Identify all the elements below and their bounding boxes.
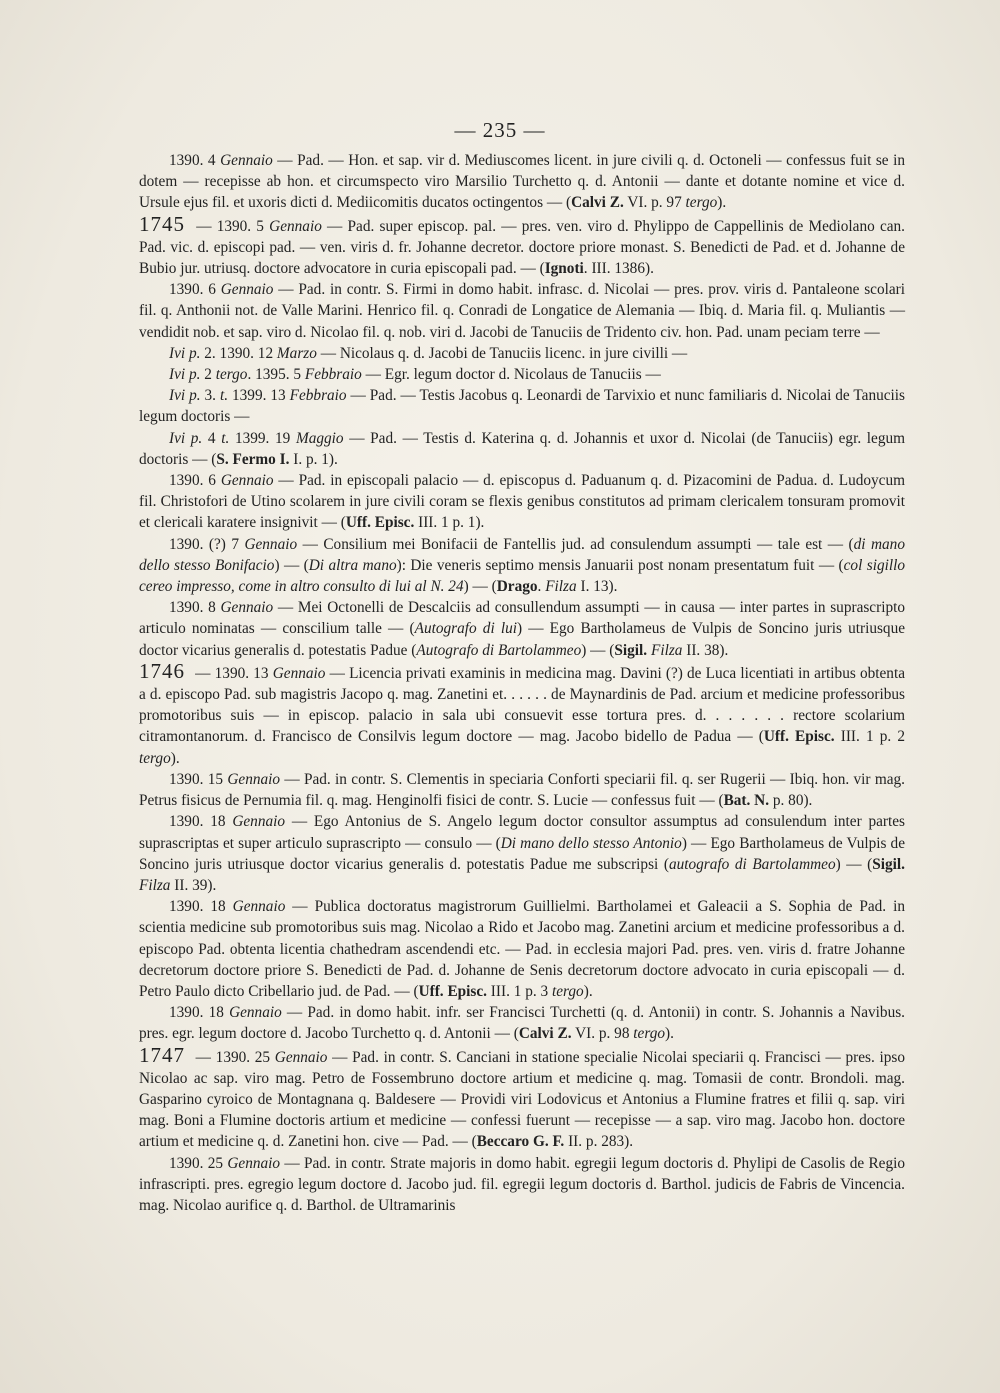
italic-text: tergo xyxy=(215,366,248,384)
italic-text: Febbraio xyxy=(304,366,362,384)
document-paragraph xyxy=(139,279,905,343)
italic-text: Autografo di Bartolammeo xyxy=(416,641,582,659)
italic-text: Di altra mano xyxy=(308,556,397,574)
text-segment: VI. p. 98 xyxy=(571,1025,634,1043)
italic-text: autografo di Bartolammeo xyxy=(668,855,836,873)
text-segment: — Pad. — Testis d. Katerina q. d. Johannis et uxor d. Nicolai (de Tanuciis) egr. legum doctoris — ( xyxy=(139,429,906,468)
text-segment: 1390. 18 xyxy=(169,1004,230,1022)
text-segment: ) — Ego Bartholameus de Vulpis de Soncino juris utriusque doctor vicarius generalis d. potestatis Padue ( xyxy=(139,620,906,659)
text-segment: — Consilium mei Bonifacii de Fantellis jud. ad consulendum assumpti — tale est — ( xyxy=(297,535,854,553)
italic-text: Filza xyxy=(650,641,683,659)
text-segment: 1390. 8 xyxy=(169,599,221,617)
italic-text: Filza xyxy=(139,876,171,894)
text-segment: ) — ( xyxy=(463,578,497,596)
italic-text: Gennaio xyxy=(220,599,274,617)
text-segment: — Pad. in domo habit. infr. ser Francisci Turchetti (q. d. Antonii) in contr. S. Johannis a Navibus. pres. egr. legum doctore d. Jacobo Turchetto q. d. Antonii — ( xyxy=(139,1004,905,1043)
text-segment: — 1390. 25 xyxy=(191,1048,275,1066)
text-segment: VI. p. 97 xyxy=(623,194,686,212)
document-paragraph xyxy=(139,658,905,769)
text-segment: 1390. 6 xyxy=(169,281,221,299)
text-segment: p. 80). xyxy=(769,792,813,810)
italic-text: Ivi p. xyxy=(169,344,201,362)
text-segment: 1390. 4 xyxy=(169,152,221,169)
text-segment: 1390. (?) 7 xyxy=(169,535,245,553)
text-segment: — Pad. in episcopali palacio — d. episcopus d. Paduanum q. d. Pizacomini de Padua. d. Ludoycum fil. Christofori de Utino scolarem in jure civili coram se flexis genibus constitutos ad primam clericalem tonsuram promovit et clericali karatere insignivit — ( xyxy=(139,472,906,532)
italic-text: Gennaio xyxy=(220,152,273,169)
italic-text: Gennaio xyxy=(274,1048,328,1066)
document-paragraph xyxy=(139,1042,905,1153)
text-segment: — Mei Octonelli de Descalciis ad consullendum assumpti — in causa — inter partes in suprascripto articulo nominatas — conscilium talle — ( xyxy=(139,599,905,638)
archive-reference: Calvi Z. xyxy=(571,194,624,212)
text-segment: — Licencia privati examinis in medicina mag. Davini (?) de Luca licentiati in artibus obtenta a d. episcopo Pad. sub magistris Jacopo q. mag. Zanetini et. . . . . . de Maynardinis de Pad. arcium et medicine professoribus promotoribus suis — in episcop. palacio in sala ubi consuevit esse tortura pres. d. . . . . . . rectore scolarium citramontanorum. d. Francisco de Consilvis legum doctore — mag. Jacobo bidello de Padua — ( xyxy=(139,664,905,746)
text-segment: ): Die veneris septimo mensis Januarii post nonam presentatum fuit — ( xyxy=(396,556,844,574)
text-segment: II. 38). xyxy=(682,641,729,659)
italic-text: Autografo di lui xyxy=(414,620,517,638)
text-segment: . 1395. 5 xyxy=(247,366,305,384)
document-paragraph xyxy=(139,428,905,470)
text-segment: — Pad. in contr. S. Firmi in domo habit. infrasc. d. Nicolai — pres. prov. viris d. Pantaleone scolari fil. q. Anthonii not. de Valle Marini. Henrico fil. q. Conradi de Longatice de Alemania — Ibiq. d. Maria fil. q. Muliantis — vendidit nob. et sap. viro d. Nicolao fil. q. nob. viri d. Jacobi de Tanuciis de Tridento civ. hon. Pad. unam peciam terre — xyxy=(139,281,905,341)
document-paragraph xyxy=(139,597,905,661)
text-segment: 1399. 19 xyxy=(229,429,296,447)
archive-reference: Bat. N. xyxy=(723,792,770,810)
text-segment: III. 1 p. 3 xyxy=(486,982,552,1000)
italic-text: tergo xyxy=(633,1025,666,1043)
text-segment: — Pad. in contr. S. Clementis in speciaria Conforti speciarii fil. q. ser Rugerii — Ibiq. hon. vir mag. Petrus fisicus de Pernumia fil. q. mag. Henginolfi fisici de contr. S. Lucie — confessus fuit — ( xyxy=(139,770,905,810)
text-segment: 1390. 25 xyxy=(169,1154,228,1172)
archive-reference: Ignoti xyxy=(544,260,584,278)
document-paragraph xyxy=(139,150,905,214)
italic-text: Di mano dello stesso Antonio xyxy=(500,834,682,852)
italic-text: Gennaio xyxy=(232,898,286,916)
text-segment: . xyxy=(537,578,546,596)
text-segment: I. 13). xyxy=(576,578,618,596)
document-paragraph xyxy=(139,1002,905,1044)
text-segment: 1399. 13 xyxy=(228,387,290,405)
text-segment: — 1390. 13 xyxy=(191,664,273,682)
archive-reference: S. Fermo I. xyxy=(216,450,290,468)
text-segment: III. 1 p. 2 xyxy=(834,728,905,746)
italic-text: Ivi p. xyxy=(169,387,201,405)
text-segment: 1390. 18 xyxy=(169,813,233,831)
italic-text: Febbraio xyxy=(289,387,347,405)
archive-reference: Beccaro G. F. xyxy=(476,1133,565,1151)
document-number: 1745 xyxy=(139,211,185,236)
archive-reference: Calvi Z. xyxy=(518,1025,572,1043)
italic-text: tergo xyxy=(685,194,718,212)
text-segment: ). xyxy=(170,749,180,767)
text-segment: — Pad. super episcop. pal. — pres. ven. viro d. Phylippo de Cappellinis de Mediolano can. Pad. vic. d. episcopi pad. — ven. viris d. fr. Johanne decretor. doctore priore monast. S. Benedicti de Pad. et d. Johanne de Bubio jur. utriusq. doctore advocatore in curia episcopali pad. — ( xyxy=(139,217,905,278)
italic-text: tergo xyxy=(551,982,584,1000)
text-segment: 1390. 15 xyxy=(169,770,228,788)
archive-reference: Uff. Episc. xyxy=(763,728,835,746)
text-segment: — 1390. 5 xyxy=(191,217,270,235)
text-segment: . III. 1386). xyxy=(583,260,654,278)
text-segment: ). xyxy=(717,194,727,212)
document-paragraph xyxy=(139,211,905,280)
text-segment: ) — ( xyxy=(835,855,873,873)
italic-text: t. xyxy=(221,429,230,447)
text-segment: 2 xyxy=(200,366,216,384)
text-segment: II. 39). xyxy=(170,876,217,894)
italic-text: Gennaio xyxy=(232,813,286,831)
italic-text: Ivi p. xyxy=(169,429,203,447)
page-number: — 235 — xyxy=(454,118,546,142)
archive-reference: Uff. Episc. xyxy=(345,514,415,532)
text-segment: II. p. 283). xyxy=(564,1133,634,1151)
text-segment: ). xyxy=(665,1025,674,1043)
italic-text: Gennaio xyxy=(220,472,274,490)
text-segment: — Publica doctoratus magistrorum Guillielmi. Bartholamei et Galeacii a S. Sophia de Pad. in scientia medicine sub promotoribus suis mag. Nicolao a Rido et Jacobo mag. Zanetini arcium et medicine professoribus a d. episcopo Pad. obtenta licentia chathedram ascendendi etc. — Pad. in ecclesia majori Pad. pres. ven. viris d. fratre Johanne decretorum doctore priore S. Benedicti de Pad. d. Johanne de Senis decretorum doctore advocato in curia episcopali — d. Petro Paulo dicto Cribellario jud. de Pad. — ( xyxy=(139,898,905,1000)
italic-text: tergo xyxy=(139,749,171,767)
document-number: 1746 xyxy=(139,658,185,683)
italic-text: Ivi p. xyxy=(169,366,201,384)
text-segment: 1390. 6 xyxy=(169,472,221,490)
text-segment: 3. xyxy=(200,387,220,405)
document-body xyxy=(139,150,905,1216)
italic-text: Filza xyxy=(545,578,577,596)
archive-reference: Sigil. xyxy=(614,641,648,659)
text-segment: — Ego Antonius de S. Angelo legum doctor consultor assumptus ad consulendum inter partes suprascriptas et super articulo suprascripto — consulo — ( xyxy=(139,813,905,852)
document-number: 1747 xyxy=(139,1042,185,1067)
text-segment: ) — ( xyxy=(274,556,309,574)
text-segment: I. p. 1). xyxy=(289,450,338,468)
italic-text: Gennaio xyxy=(244,535,298,553)
text-segment: 4 xyxy=(202,429,222,447)
italic-text: Marzo xyxy=(276,344,317,362)
text-segment: 2. 1390. 12 xyxy=(200,344,277,362)
italic-text: Gennaio xyxy=(227,770,281,788)
document-paragraph xyxy=(139,385,905,427)
italic-text: Maggio xyxy=(295,429,344,447)
text-segment: ). xyxy=(583,982,593,1000)
italic-text: col sigillo cereo impresso, come in altro consulto di lui al N. 24 xyxy=(139,556,905,596)
text-segment: ) — ( xyxy=(581,641,615,659)
document-paragraph xyxy=(139,470,905,534)
archive-reference: Uff. Episc. xyxy=(418,982,487,1000)
document-paragraph xyxy=(139,364,905,385)
document-paragraph xyxy=(139,343,905,364)
document-paragraph xyxy=(139,1153,905,1217)
text-segment: — Nicolaus q. d. Jacobi de Tanuciis licenc. in jure civilli — xyxy=(316,344,688,362)
document-paragraph xyxy=(139,769,905,811)
italic-text: Gennaio xyxy=(269,217,322,235)
text-segment: — Egr. legum doctor d. Nicolaus de Tanuciis — xyxy=(361,366,661,384)
text-segment: 1390. 18 xyxy=(169,898,233,916)
italic-text: t. xyxy=(219,387,229,405)
italic-text: Gennaio xyxy=(220,281,274,299)
text-segment: — Pad. — Testis Jacobus q. Leonardi de Tarvixio et nunc familiaris d. Nicolai de Tanuciis legum doctoris — xyxy=(139,387,905,426)
document-paragraph xyxy=(139,896,905,1002)
document-paragraph xyxy=(139,811,905,896)
text-segment: — Pad. in contr. Strate majoris in domo habit. egregii legum doctoris d. Phylipi de Casolis de Regio infrascripti. pres. egregio legum doctore d. Jacobo jud. fil. egregii legum doctoris d. Barthol. judicis de Fabris de Vincencia. mag. Nicolao aurifice q. d. Barthol. de Ultramarinis xyxy=(139,1154,905,1214)
italic-text: di mano dello stesso Bonifacio xyxy=(139,535,905,574)
text-segment: ) — Ego Bartholameus de Vulpis de Soncino juris utriusque doctor vicarius generalis d. potestatis Padue me subscripsi ( xyxy=(139,834,905,873)
text-segment: — Pad. — Hon. et sap. vir d. Mediuscomes licent. in jure civili q. d. Octoneli — confessus fuit se in dotem — recepisse ab hon. et circumspecto viro Marsilio Turchetto q. d. Antonii — dante et dotante nomine et vice d. Ursule ejus fil. et uxoris dicti d. Mediicomitis ducatos octingentos — ( xyxy=(139,152,906,212)
italic-text: Gennaio xyxy=(272,664,326,682)
archive-reference: Drago xyxy=(496,578,538,596)
italic-text: Gennaio xyxy=(229,1004,282,1022)
text-segment: III. 1 p. 1). xyxy=(414,514,485,532)
archive-reference: Sigil. xyxy=(872,855,905,873)
italic-text: Gennaio xyxy=(227,1154,281,1172)
text-segment: — Pad. in contr. S. Canciani in statione specialie Nicolai speciarii q. Francisci — pres. ipso Nicolao ac sap. viro mag. Petro de Fossembruno doctore artium et medicine q. mag. Tomasii de contr. Brondoli. mag. Gasparino cyroico de Montagnana q. Baldesere — Providi viri Lodovicus et Antonius a Flumine fratres et filii q. sap. viri mag. Boni a Flumine doctoris artium et medicine — confessi fuerunt — recepisse — a sap. viro mag. Jacobo hon. doctore artium et medicine q. d. Zanetini hon. cive — Pad. — ( xyxy=(139,1048,905,1151)
document-paragraph xyxy=(139,534,905,598)
